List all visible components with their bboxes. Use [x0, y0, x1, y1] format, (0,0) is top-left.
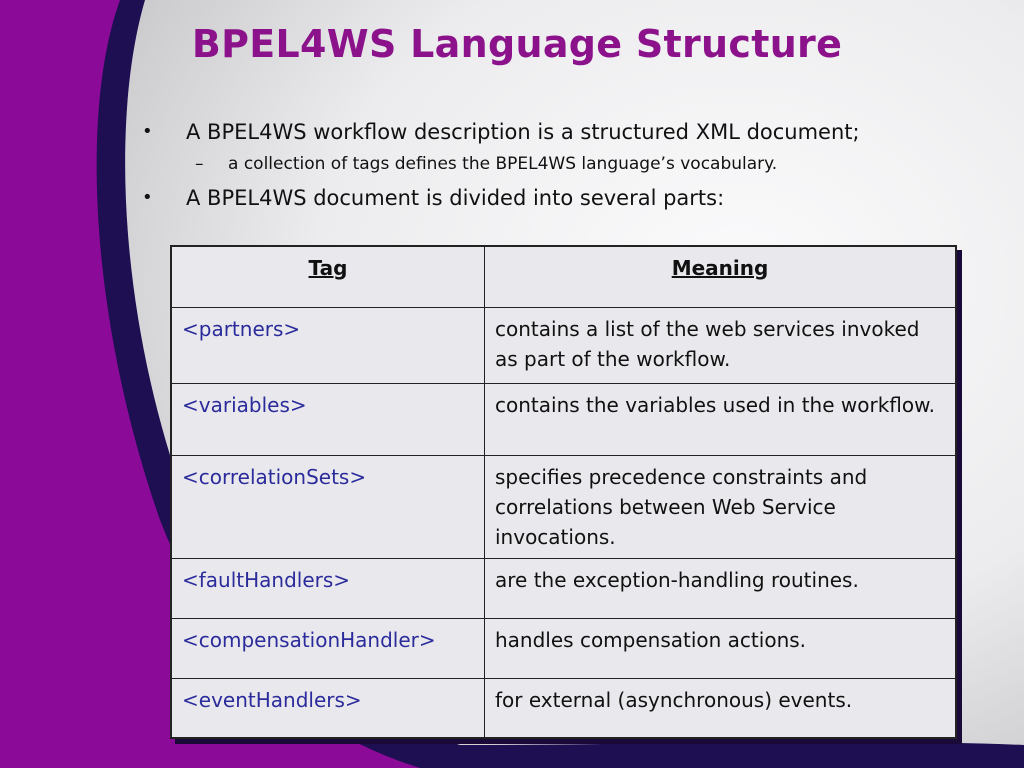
meaning-cell: are the exception-handling routines. — [485, 558, 957, 618]
header-meaning: Meaning — [485, 246, 957, 307]
tag-cell: <correlationSets> — [171, 455, 485, 558]
tag-meaning-table — [170, 245, 957, 739]
bullet-mark: • — [142, 187, 153, 208]
meaning-cell: for external (asynchronous) events. — [485, 678, 957, 738]
meaning-cell: contains a list of the web services invoked as part of the workflow. — [485, 307, 957, 383]
bullet-text: A BPEL4WS document is divided into several parts: — [186, 186, 725, 210]
bullet-item — [140, 116, 1000, 148]
tag-cell: <eventHandlers> — [171, 678, 485, 738]
table-row — [171, 618, 956, 678]
bullet-list — [140, 116, 1000, 214]
tag-cell: <compensationHandler> — [171, 618, 485, 678]
table-row — [171, 383, 956, 455]
meaning-cell: specifies precedence constraints and correlations between Web Service invocations. — [485, 455, 957, 558]
tag-cell: <partners> — [171, 307, 485, 383]
bullet-text: A BPEL4WS workflow description is a structured XML document; — [186, 120, 860, 144]
table-row — [171, 307, 956, 383]
meaning-cell: handles compensation actions. — [485, 618, 957, 678]
bullet-item — [140, 182, 1000, 214]
table-row — [171, 678, 956, 738]
tag-cell: <faultHandlers> — [171, 558, 485, 618]
sub-bullet-mark: – — [195, 154, 204, 174]
sub-bullet-item — [140, 150, 1000, 178]
header-tag: Tag — [171, 246, 485, 307]
bullet-mark: • — [142, 121, 153, 142]
table-header-row — [171, 246, 956, 307]
tag-cell: <variables> — [171, 383, 485, 455]
sub-bullet-text: a collection of tags defines the BPEL4WS language’s vocabulary. — [228, 154, 778, 174]
meaning-cell: contains the variables used in the workflow. — [485, 383, 957, 455]
table-row — [171, 558, 956, 618]
table-row — [171, 455, 956, 558]
slide-title: BPEL4WS Language Structure — [191, 22, 843, 66]
